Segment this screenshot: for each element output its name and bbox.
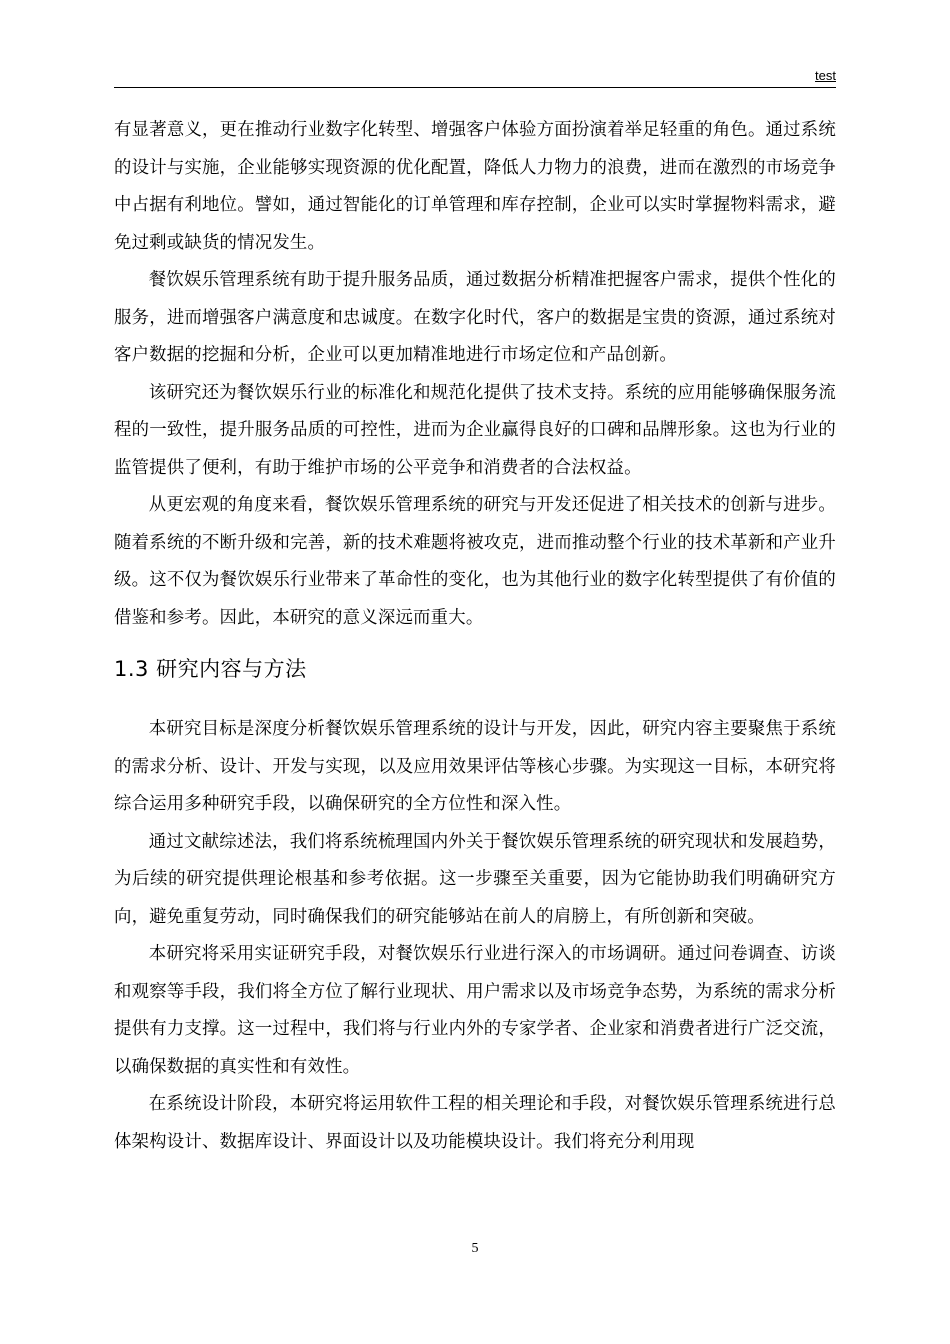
- paragraph: 从更宏观的角度来看，餐饮娱乐管理系统的研究与开发还促进了相关技术的创新与进步。随着系统的不断升级和完善，新的技术难题将被攻克，进而推动整个行业的技术革新和产业升级。这不仅为餐饮娱乐行业带来了革命性的变化，也为其他行业的数字化转型提供了有价值的借鉴和参考。因此，本研究的意义深远而重大。: [114, 495, 836, 628]
- paragraph: 该研究还为餐饮娱乐行业的标准化和规范化提供了技术支持。系统的应用能够确保服务流程的一致性，提升服务品质的可控性，进而为企业赢得良好的口碑和品牌形象。这也为行业的监管提供了便利，有助于维护市场的公平竞争和消费者的合法权益。: [114, 382, 836, 478]
- section-heading: 1.3 研究内容与方法: [114, 657, 307, 681]
- page-number: 5: [471, 1241, 479, 1256]
- paragraph-continued: 有显著意义，更在推动行业数字化转型、增强客户体验方面扮演着举足轻重的角色。通过系统的设计与实施，企业能够实现资源的优化配置，降低人力物力的浪费，进而在激烈的市场竞争中占据有利地位。譬如，通过智能化的订单管理和库存控制，企业可以实时掌握物料需求，避免过剩或缺货的情况发生。: [114, 120, 836, 253]
- paragraph: 餐饮娱乐管理系统有助于提升服务品质，通过数据分析精准把握客户需求，提供个性化的服务，进而增强客户满意度和忠诚度。在数字化时代，客户的数据是宝贵的资源，通过系统对客户数据的挖掘和分析，企业可以更加精准地进行市场定位和产品创新。: [114, 270, 836, 365]
- paragraph: 本研究目标是深度分析餐饮娱乐管理系统的设计与开发，因此，研究内容主要聚焦于系统的需求分析、设计、开发与实现，以及应用效果评估等核心步骤。为实现这一目标，本研究将综合运用多种研究手段，以确保研究的全方位性和深入性。: [114, 719, 836, 814]
- paragraph: 通过文献综述法，我们将系统梳理国内外关于餐饮娱乐管理系统的研究现状和发展趋势，为后续的研究提供理论根基和参考依据。这一步骤至关重要，因为它能协助我们明确研究方向，避免重复劳动，同时确保我们的研究能够站在前人的肩膀上，有所创新和突破。: [114, 831, 836, 927]
- paragraph: 本研究将采用实证研究手段，对餐饮娱乐行业进行深入的市场调研。通过问卷调查、访谈和观察等手段，我们将全方位了解行业现状、用户需求以及市场竞争态势，为系统的需求分析提供有力支撑。这一过程中，我们将与行业内外的专家学者、企业家和消费者进行广泛交流，以确保数据的真实性和有效性。: [114, 944, 836, 1077]
- running-header: test: [815, 68, 836, 83]
- paragraph: 在系统设计阶段，本研究将运用软件工程的相关理论和手段，对餐饮娱乐管理系统进行总体架构设计、数据库设计、界面设计以及功能模块设计。我们将充分利用现: [114, 1094, 836, 1152]
- header-rule: [114, 87, 836, 88]
- page-body: [114, 112, 836, 1161]
